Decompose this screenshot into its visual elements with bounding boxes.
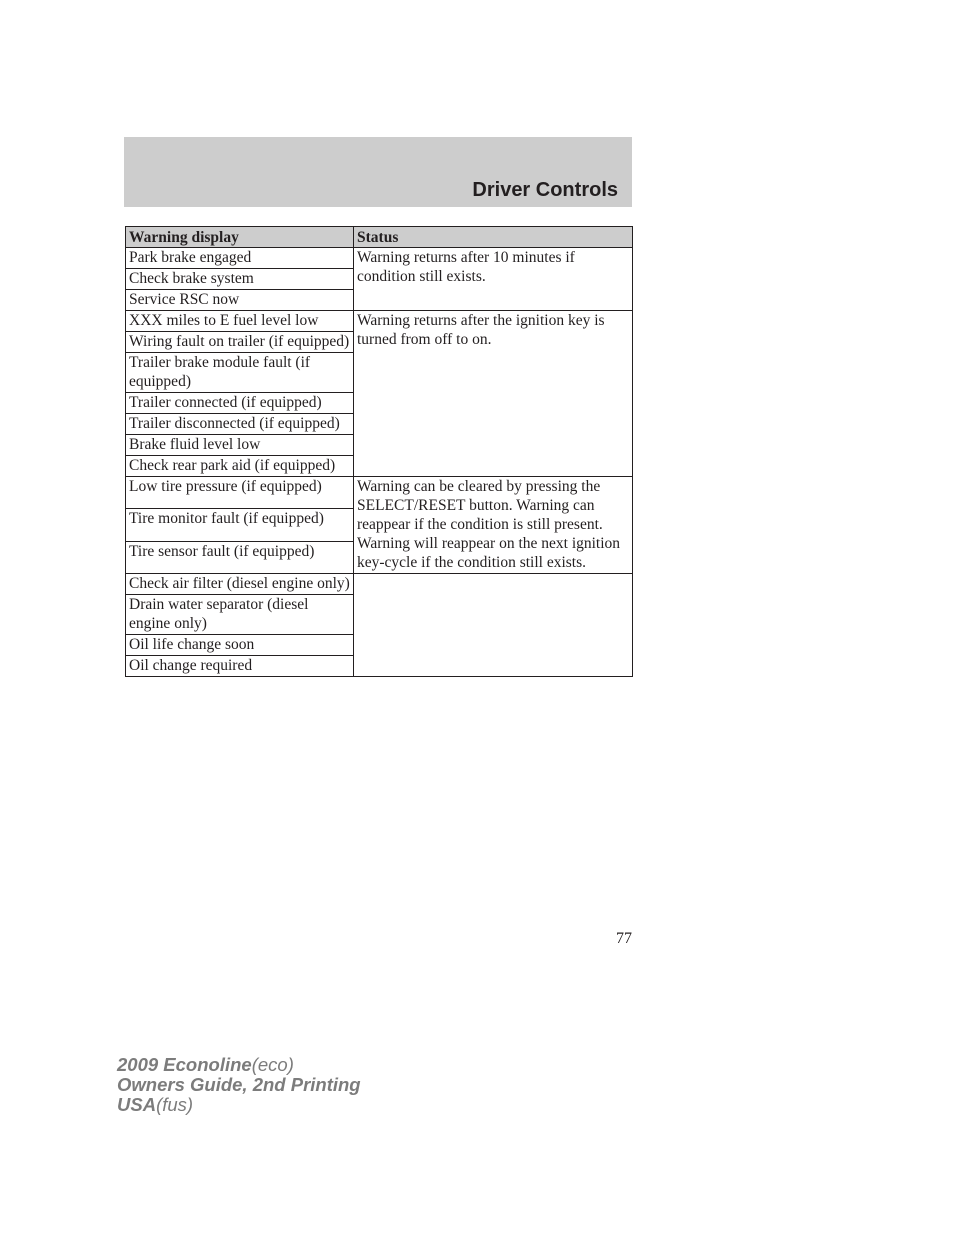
warning-display-cell: Low tire pressure (if equipped)	[126, 477, 354, 509]
warning-display-cell: Drain water separator (diesel engine only)	[126, 595, 354, 635]
footer-model: 2009 Econoline	[117, 1054, 252, 1075]
table-header-row	[126, 227, 633, 248]
status-cell: Warning can be cleared by pressing the SELECT/RESET button. Warning can reappear if the condition is still present. Warning will reappear on the next ignition key-cycle if the condition still exists.	[354, 477, 633, 574]
page-number: 77	[616, 930, 632, 947]
footer-region-line	[117, 1095, 361, 1115]
warning-display-cell: Oil life change soon	[126, 635, 354, 656]
footer-model-line	[117, 1055, 361, 1075]
warning-display-cell: Trailer connected (if equipped)	[126, 393, 354, 414]
footer-guide: Owners Guide, 2nd Printing	[117, 1074, 361, 1095]
status-cell	[354, 574, 633, 677]
warning-display-cell: Park brake engaged	[126, 248, 354, 269]
warning-display-cell: Check brake system	[126, 269, 354, 290]
document-footer	[117, 1055, 361, 1115]
warning-display-cell: Brake fluid level low	[126, 435, 354, 456]
table-body	[126, 248, 633, 677]
warning-display-cell: Check air filter (diesel engine only)	[126, 574, 354, 595]
warning-messages-table	[125, 226, 633, 677]
warning-display-cell: Trailer brake module fault (if equipped)	[126, 353, 354, 393]
warning-display-cell: Tire sensor fault (if equipped)	[126, 541, 354, 573]
table-row	[126, 248, 633, 269]
footer-guide-line	[117, 1075, 361, 1095]
table-row	[126, 477, 633, 509]
footer-region-code: (fus)	[156, 1094, 194, 1115]
warning-display-cell: Tire monitor fault (if equipped)	[126, 509, 354, 541]
footer-model-code: (eco)	[251, 1054, 294, 1075]
warning-display-cell: XXX miles to E fuel level low	[126, 311, 354, 332]
warning-display-cell: Oil change required	[126, 656, 354, 677]
column-header-warning-display: Warning display	[126, 227, 354, 248]
section-header-band	[124, 137, 632, 207]
column-header-status: Status	[354, 227, 633, 248]
warning-display-cell: Trailer disconnected (if equipped)	[126, 414, 354, 435]
warning-display-cell: Service RSC now	[126, 290, 354, 311]
warning-display-cell: Check rear park aid (if equipped)	[126, 456, 354, 477]
footer-region: USA	[117, 1094, 157, 1115]
status-cell: Warning returns after the ignition key is turned from off to on.	[354, 311, 633, 477]
status-cell: Warning returns after 10 minutes if condition still exists.	[354, 248, 633, 311]
table-row	[126, 311, 633, 332]
section-title: Driver Controls	[472, 179, 618, 201]
table-row	[126, 574, 633, 595]
warning-display-cell: Wiring fault on trailer (if equipped)	[126, 332, 354, 353]
